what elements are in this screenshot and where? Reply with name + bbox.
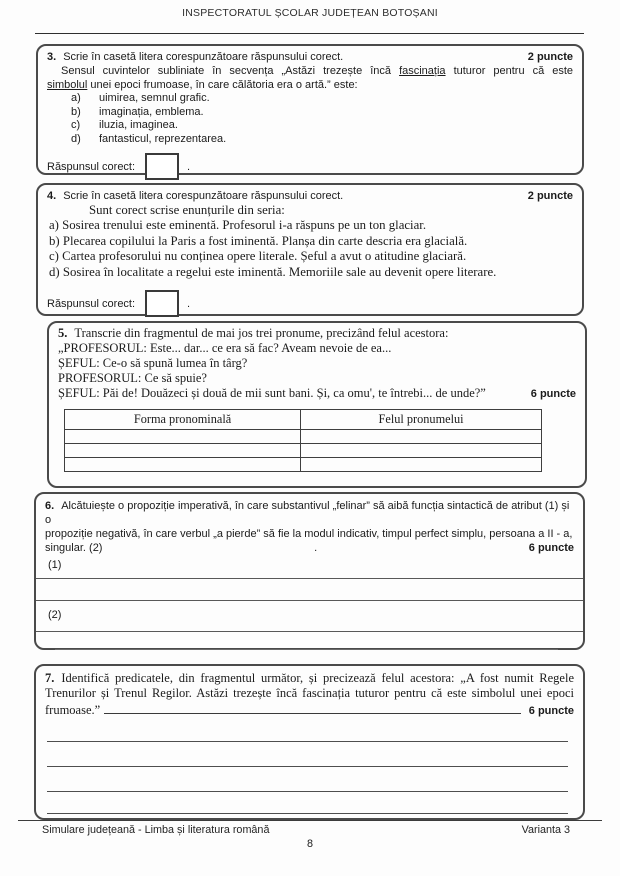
question-7-line1	[45, 671, 574, 686]
answer-label: Răspunsul corect:	[47, 297, 136, 310]
header-divider	[35, 33, 584, 34]
question-3-body-line1	[47, 64, 573, 78]
answer-period: .	[187, 297, 191, 310]
table-cell-empty[interactable]	[65, 458, 301, 472]
question-3-prompt	[47, 50, 343, 64]
question-5-number: 5.	[58, 326, 68, 340]
q3-text-segment: Sensul cuvintelor subliniate în secvența „Astăzi trezește încă	[61, 65, 400, 77]
footer-divider	[18, 820, 602, 821]
answer-slot-2-label: (2)	[48, 609, 62, 621]
question-5-prompt-text: Transcrie din fragmentul de mai jos trei pronume, precizând felul acestora:	[74, 326, 449, 340]
question-3-head	[47, 50, 573, 64]
table-row	[65, 458, 542, 472]
writing-line[interactable]	[47, 813, 568, 814]
question-5-box	[47, 321, 587, 488]
question-3-body-line2	[47, 78, 573, 92]
table-header-row	[65, 410, 542, 430]
table-row	[65, 444, 542, 458]
question-7-line3	[45, 701, 574, 719]
stray-mark: .	[314, 542, 318, 554]
table-cell-empty[interactable]	[65, 430, 301, 444]
option-c	[71, 119, 573, 133]
footer-exam-title: Simulare județeană - Limba și literatura română	[42, 824, 270, 836]
question-6-points: 6 puncte	[528, 542, 574, 554]
writing-line[interactable]	[36, 578, 583, 579]
question-6-line3	[45, 541, 574, 555]
question-6-box	[34, 492, 585, 650]
question-4-intro: Sunt corect scrise enunțurile din seria:	[89, 203, 285, 217]
question-6-line2: propoziție negativă, în care verbul „a pierde” să fie la modul indicativ, timpul perfect simplu, persoana a II - a,	[45, 528, 573, 540]
question-4-prompt	[47, 189, 343, 203]
table-header-felul-pronumelui: Felul pronumelui	[301, 410, 542, 430]
option-letter: a)	[71, 92, 81, 104]
pronoun-table	[64, 409, 542, 472]
table-cell-empty[interactable]	[301, 430, 542, 444]
option-d	[71, 133, 573, 147]
question-6-text: Alcătuiește o propoziție imperativă, în care substantivul „felinar” să aibă funcția sintactică de atribut (1) și o	[45, 500, 570, 526]
question-4-item: c) Cartea profesorului nu conținea opere literale. Șeful a avut o atitudine glaciară.	[49, 249, 467, 263]
dialogue-line: „PROFESORUL: Este... dar... ce era să fac? Aveam nevoie de ea...	[58, 341, 392, 355]
answer-slot-1-label: (1)	[48, 559, 62, 571]
dialogue-line: ȘEFUL: Păi de! Douăzeci și două de mii sunt bani. Și, ca omu', te întrebi... de unde?”	[58, 386, 486, 400]
writing-line[interactable]	[55, 649, 558, 650]
footer	[42, 824, 570, 836]
dialogue-line: ȘEFUL: Ce-o să spună lumea în târg?	[58, 356, 248, 370]
page-title: INSPECTORATUL ȘCOLAR JUDEȚEAN BOTOȘANI	[182, 7, 438, 19]
question-4-item: d) Sosirea în localitate a regelui este iminentă. Memoriile sale au devenit opere literare.	[49, 264, 497, 279]
answer-label: Răspunsul corect:	[47, 160, 136, 173]
table-row	[65, 430, 542, 444]
question-7-line2: Trenurilor și Trenul Regilor. Astăzi trezește încă fascinația tuturor pentru că este simbolul unei epoci	[45, 686, 574, 700]
table-cell-empty[interactable]	[65, 444, 301, 458]
question-4-head	[47, 189, 573, 203]
option-letter: d)	[71, 132, 81, 145]
table-cell-empty[interactable]	[301, 458, 542, 472]
question-7-text: frumoase.”	[45, 703, 101, 717]
question-3-prompt-text: Scrie în casetă litera corespunzătoare răspunsului corect.	[63, 51, 344, 63]
question-7-box	[34, 664, 585, 820]
question-3-number: 3.	[47, 51, 57, 63]
question-4-item: b) Plecarea copilului la Paris a fost iminentă. Planșa din carte descria era glacială.	[49, 233, 468, 248]
option-letter: b)	[71, 105, 81, 118]
question-6-text: singular. (2)	[45, 542, 103, 554]
question-4-number: 4.	[47, 190, 57, 202]
dialogue-line: PROFESORUL: Ce să spuie?	[58, 371, 207, 385]
question-3-answer-row	[47, 153, 573, 180]
option-letter: c)	[71, 119, 81, 131]
question-4-prompt-text: Scrie în casetă litera corespunzătoare răspunsului corect.	[63, 190, 344, 202]
footer-variant: Varianta 3	[521, 824, 570, 836]
question-7-number: 7.	[45, 671, 55, 685]
option-text: iluzia, imaginea.	[99, 119, 178, 131]
answer-box[interactable]	[145, 290, 179, 317]
option-a	[71, 92, 573, 106]
answer-period: .	[187, 160, 191, 173]
question-6-line1	[45, 499, 574, 527]
writing-line[interactable]	[104, 701, 521, 714]
writing-line[interactable]	[36, 631, 583, 632]
question-4-points: 2 puncte	[527, 190, 573, 202]
writing-line[interactable]	[36, 600, 583, 601]
question-4-item: a) Sosirea trenului este eminentă. Profesorul i-a răspuns pe un ton glaciar.	[49, 218, 427, 232]
question-6-number: 6.	[45, 500, 55, 512]
writing-line[interactable]	[47, 766, 568, 767]
q3-underlined-word: fascinația	[399, 65, 446, 77]
option-b	[71, 106, 573, 120]
dialogue-last-row	[58, 386, 576, 402]
question-3-box	[36, 44, 584, 175]
q3-underlined-word: simbolul	[47, 79, 88, 91]
table-cell-empty[interactable]	[301, 444, 542, 458]
page-number: 8	[306, 838, 313, 850]
table-header-forma-pronominala: Forma pronominală	[65, 410, 301, 430]
question-7-text: Identifică predicatele, din fragmentul următor, și precizează felul acestora: „A fost numit Regele	[61, 671, 574, 685]
option-text: imaginația, emblema.	[99, 105, 204, 118]
question-7-points: 6 puncte	[528, 705, 574, 717]
question-5-prompt	[58, 326, 576, 341]
question-4-answer-row	[47, 290, 573, 317]
option-text: uimirea, semnul grafic.	[99, 92, 210, 104]
option-text: fantasticul, reprezentarea.	[99, 132, 227, 145]
question-3-points: 2 puncte	[527, 51, 573, 63]
writing-line[interactable]	[47, 741, 568, 742]
question-5-points: 6 puncte	[530, 388, 576, 400]
q3-text-segment: tuturor pentru că este	[445, 65, 574, 77]
writing-line[interactable]	[47, 791, 568, 792]
question-4-box	[36, 183, 584, 316]
answer-box[interactable]	[145, 153, 179, 180]
q3-text-segment: unei epoci frumoase, în care călătoria era o artă.” este:	[87, 79, 358, 91]
